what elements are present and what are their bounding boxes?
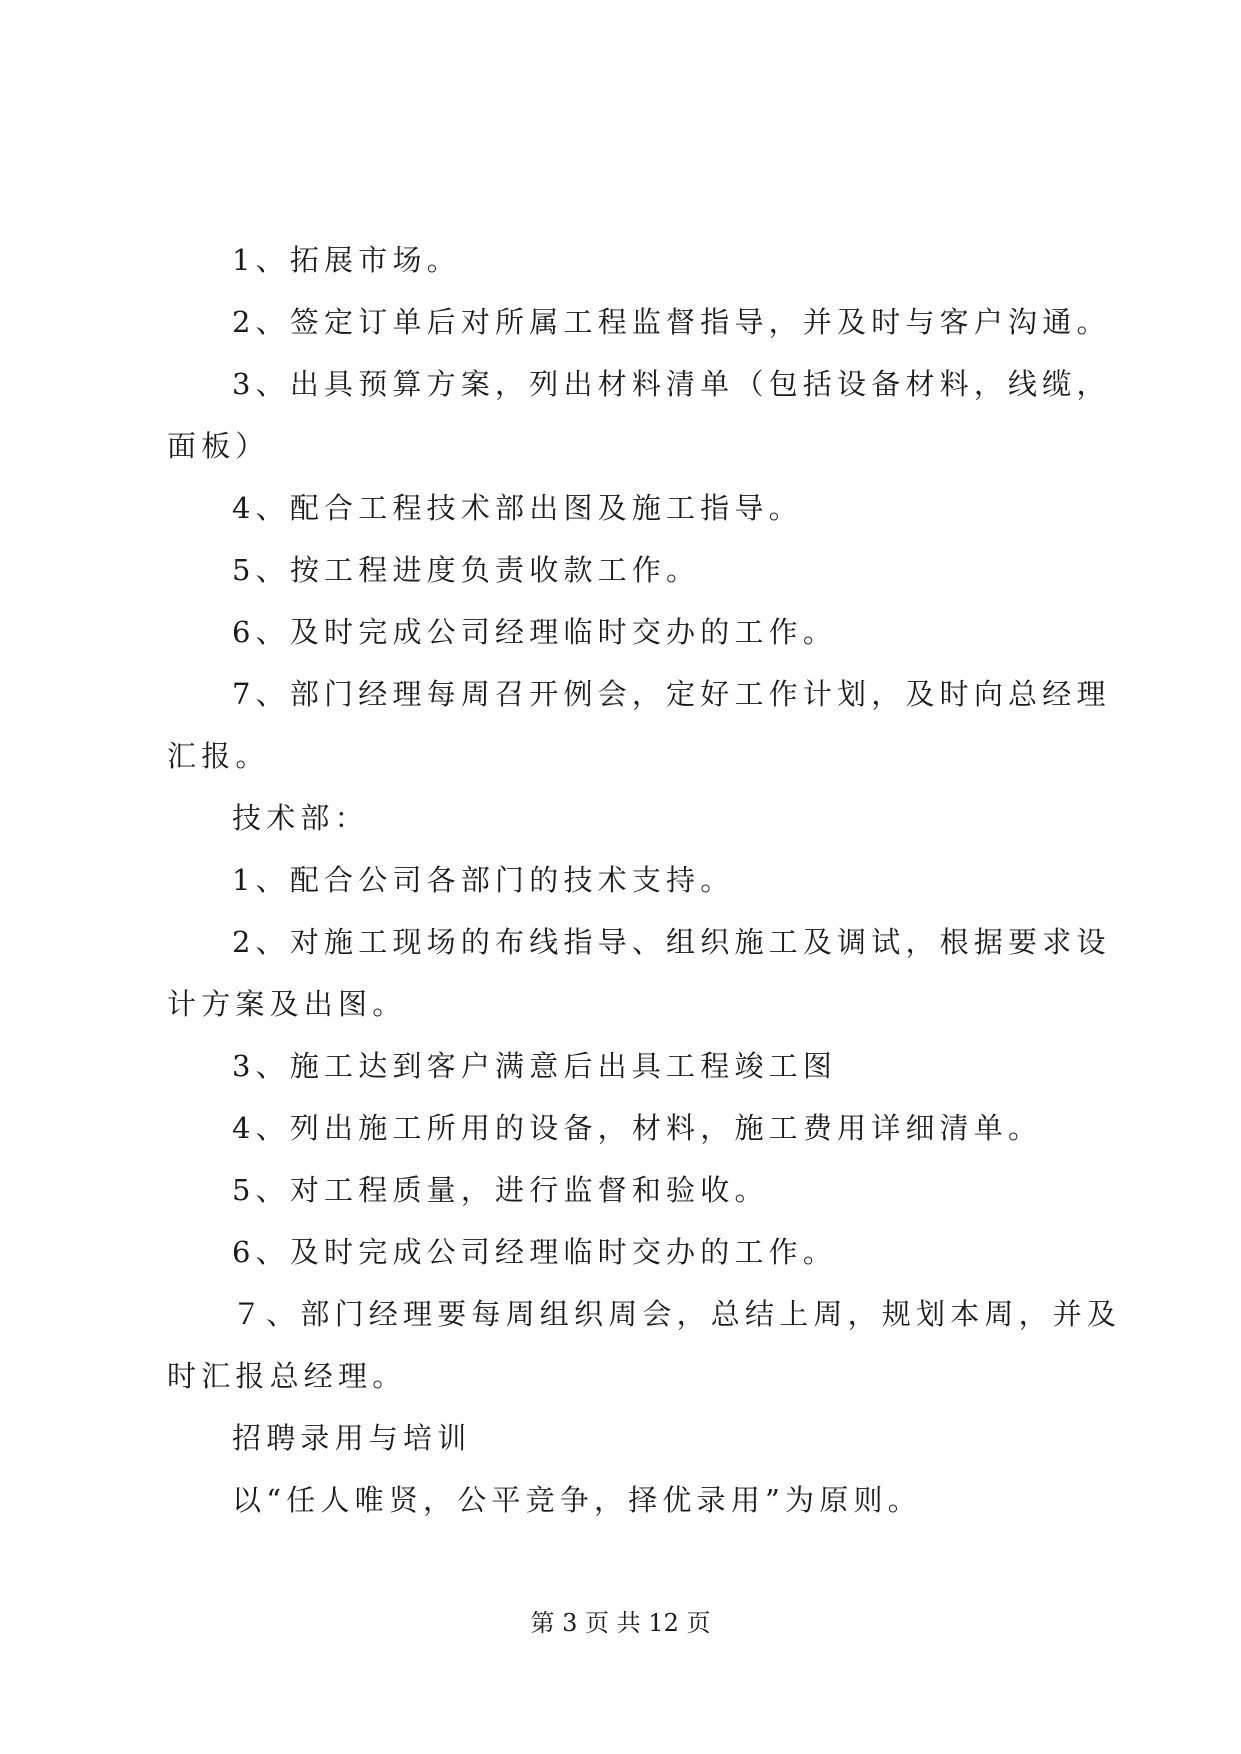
paragraph-line: 3、施工达到客户满意后出具工程竣工图 bbox=[232, 1049, 838, 1083]
paragraph-line: 3、出具预算方案，列出材料清单（包括设备材料，线缆， bbox=[232, 367, 1111, 401]
paragraph-line: 1、拓展市场。 bbox=[232, 243, 461, 277]
paragraph-line: 7、部门经理每周召开例会，定好工作计划，及时向总经理 bbox=[232, 677, 1111, 711]
paragraph-line: 4、配合工程技术部出图及施工指导。 bbox=[232, 491, 803, 525]
paragraph-line: 6、及时完成公司经理临时交办的工作。 bbox=[232, 1235, 838, 1269]
paragraph-line: 汇报。 bbox=[167, 739, 270, 773]
paragraph-line: 2、签定订单后对所属工程监督指导，并及时与客户沟通。 bbox=[232, 305, 1111, 339]
paragraph-line: 面板） bbox=[167, 429, 270, 463]
paragraph-line: 以“任人唯贤，公平竞争，择优录用”为原则。 bbox=[232, 1483, 922, 1517]
section-heading: 技术部： bbox=[232, 801, 369, 835]
paragraph-line: 2、对施工现场的布线指导、组织施工及调试，根据要求设 bbox=[232, 925, 1111, 959]
paragraph-line: 6、及时完成公司经理临时交办的工作。 bbox=[232, 615, 838, 649]
paragraph-line: 1、配合公司各部门的技术支持。 bbox=[232, 863, 735, 897]
paragraph-line: 5、按工程进度负责收款工作。 bbox=[232, 553, 701, 587]
page-footer: 第 3 页 共 12 页 bbox=[530, 1609, 711, 1637]
section-heading: 招聘录用与培训 bbox=[232, 1421, 472, 1455]
paragraph-line: 计方案及出图。 bbox=[167, 987, 407, 1021]
paragraph-line: ７、部门经理要每周组织周会，总结上周，规划本周，并及 bbox=[232, 1297, 1122, 1331]
paragraph-line: 4、列出施工所用的设备，材料，施工费用详细清单。 bbox=[232, 1111, 1043, 1145]
paragraph-line: 5、对工程质量，进行监督和验收。 bbox=[232, 1173, 769, 1207]
paragraph-line: 时汇报总经理。 bbox=[167, 1359, 407, 1393]
